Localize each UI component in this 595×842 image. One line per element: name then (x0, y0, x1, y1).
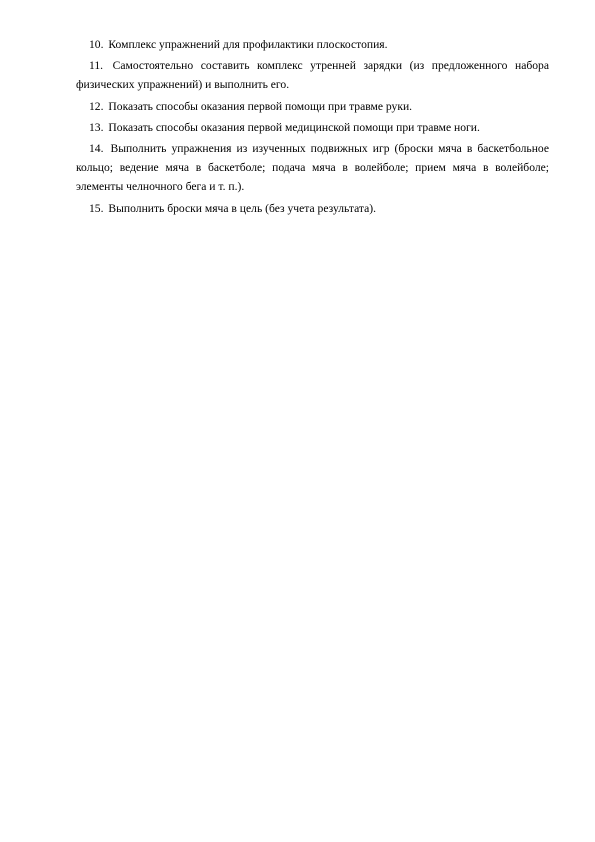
item-number: 11. (89, 59, 104, 73)
list-item (89, 97, 549, 116)
list-item (76, 139, 549, 197)
item-text: Выполнить упражнения из изученных подвижных игр (броски мяча в баскетбольное кольцо; ведение мяча в баскетболе; подача мяча в волейболе; прием мяча в волейболе; элементы челночного бега и т. п.). (76, 142, 549, 194)
item-number: 14. (89, 142, 104, 156)
list-item (76, 56, 549, 94)
exercise-list (76, 35, 549, 220)
item-number: 13. (89, 120, 104, 134)
item-text: Выполнить броски мяча в цель (без учета результата). (108, 201, 377, 215)
list-item (89, 199, 549, 218)
item-text: Показать способы оказания первой помощи при травме руки. (108, 99, 413, 113)
item-number: 10. (89, 38, 104, 51)
item-number: 12. (89, 99, 104, 113)
list-item (89, 35, 549, 54)
item-text: Комплекс упражнений для профилактики плоскостопия. (108, 38, 388, 51)
item-text: Самостоятельно составить комплекс утренней зарядки (из предложенного набора физических упражнений) и выполнить его. (76, 59, 549, 92)
item-text: Показать способы оказания первой медицинской помощи при травме ноги. (108, 120, 480, 134)
item-number: 15. (89, 201, 104, 215)
list-item (76, 118, 549, 137)
